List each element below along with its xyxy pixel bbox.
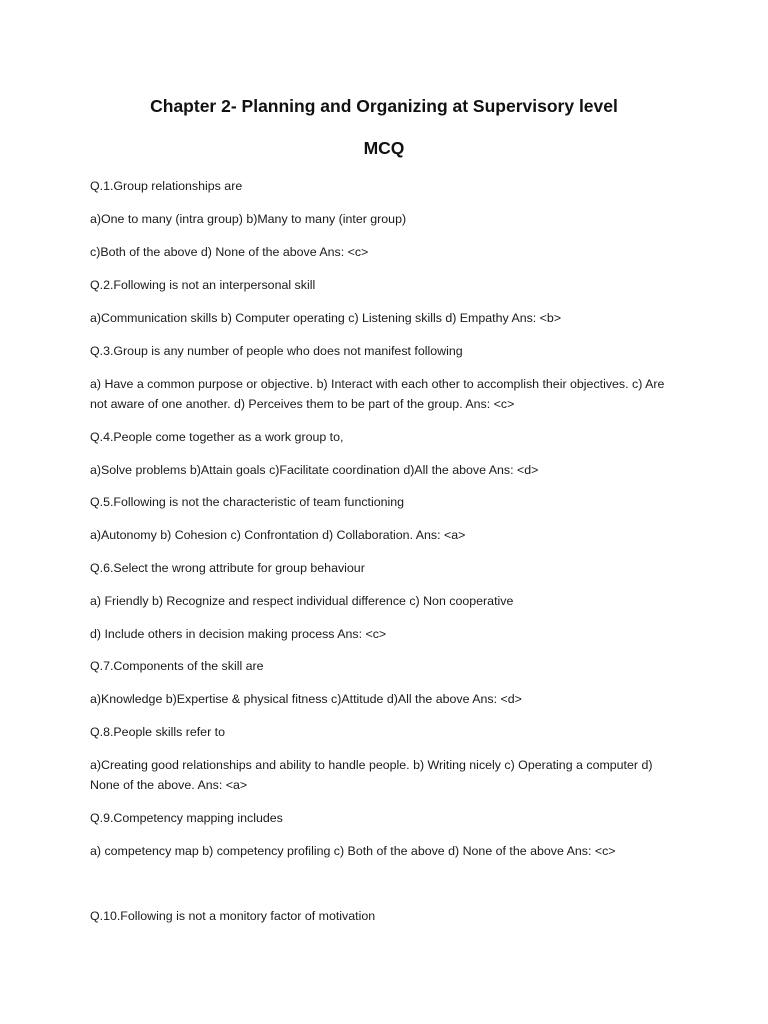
question-10: Q.10.Following is not a monitory factor of motivation <box>90 909 376 923</box>
question-6-option-d: d) Include others in decision making process Ans: <c> <box>90 627 387 641</box>
question-1-options-a-b: a)One to many (intra group) b)Many to many (inter group) <box>90 212 407 226</box>
question-4: Q.4.People come together as a work group to, <box>90 430 344 444</box>
question-5-options: a)Autonomy b) Cohesion c) Confrontation d) Collaboration. Ans: <a> <box>90 528 466 542</box>
question-6-options-a-c: a) Friendly b) Recognize and respect individual difference c) Non cooperative <box>90 594 514 608</box>
question-1-options-c-d: c)Both of the above d) None of the above Ans: <c> <box>90 245 369 259</box>
question-8-options: a)Creating good relationships and ability to handle people. b) Writing nicely c) Operating a computer d) None of the above. Ans: <a> <box>90 758 653 792</box>
page-title: Chapter 2- Planning and Organizing at Supervisory level <box>150 96 618 116</box>
page-subtitle: MCQ <box>363 138 405 158</box>
question-4-options: a)Solve problems b)Attain goals c)Facilitate coordination d)All the above Ans: <d> <box>90 463 539 477</box>
question-2-options: a)Communication skills b) Computer operating c) Listening skills d) Empathy Ans: <b> <box>90 311 562 325</box>
question-2: Q.2.Following is not an interpersonal skill <box>90 278 316 292</box>
question-7: Q.7.Components of the skill are <box>90 659 264 673</box>
question-3-options: a) Have a common purpose or objective. b) Interact with each other to accomplish their objectives. c) Are not aware of one another. d) Perceives them to be part of the group. Ans: <c> <box>90 377 665 411</box>
question-7-options: a)Knowledge b)Expertise & physical fitness c)Attitude d)All the above Ans: <d> <box>90 692 522 706</box>
question-3: Q.3.Group is any number of people who does not manifest following <box>90 344 463 358</box>
question-6: Q.6.Select the wrong attribute for group behaviour <box>90 561 365 575</box>
question-8: Q.8.People skills refer to <box>90 725 225 739</box>
question-9-options: a) competency map b) competency profiling c) Both of the above d) None of the above Ans: <c> <box>90 844 616 858</box>
question-1: Q.1.Group relationships are <box>90 179 243 193</box>
question-9: Q.9.Competency mapping includes <box>90 811 283 825</box>
question-5: Q.5.Following is not the characteristic of team functioning <box>90 495 405 509</box>
